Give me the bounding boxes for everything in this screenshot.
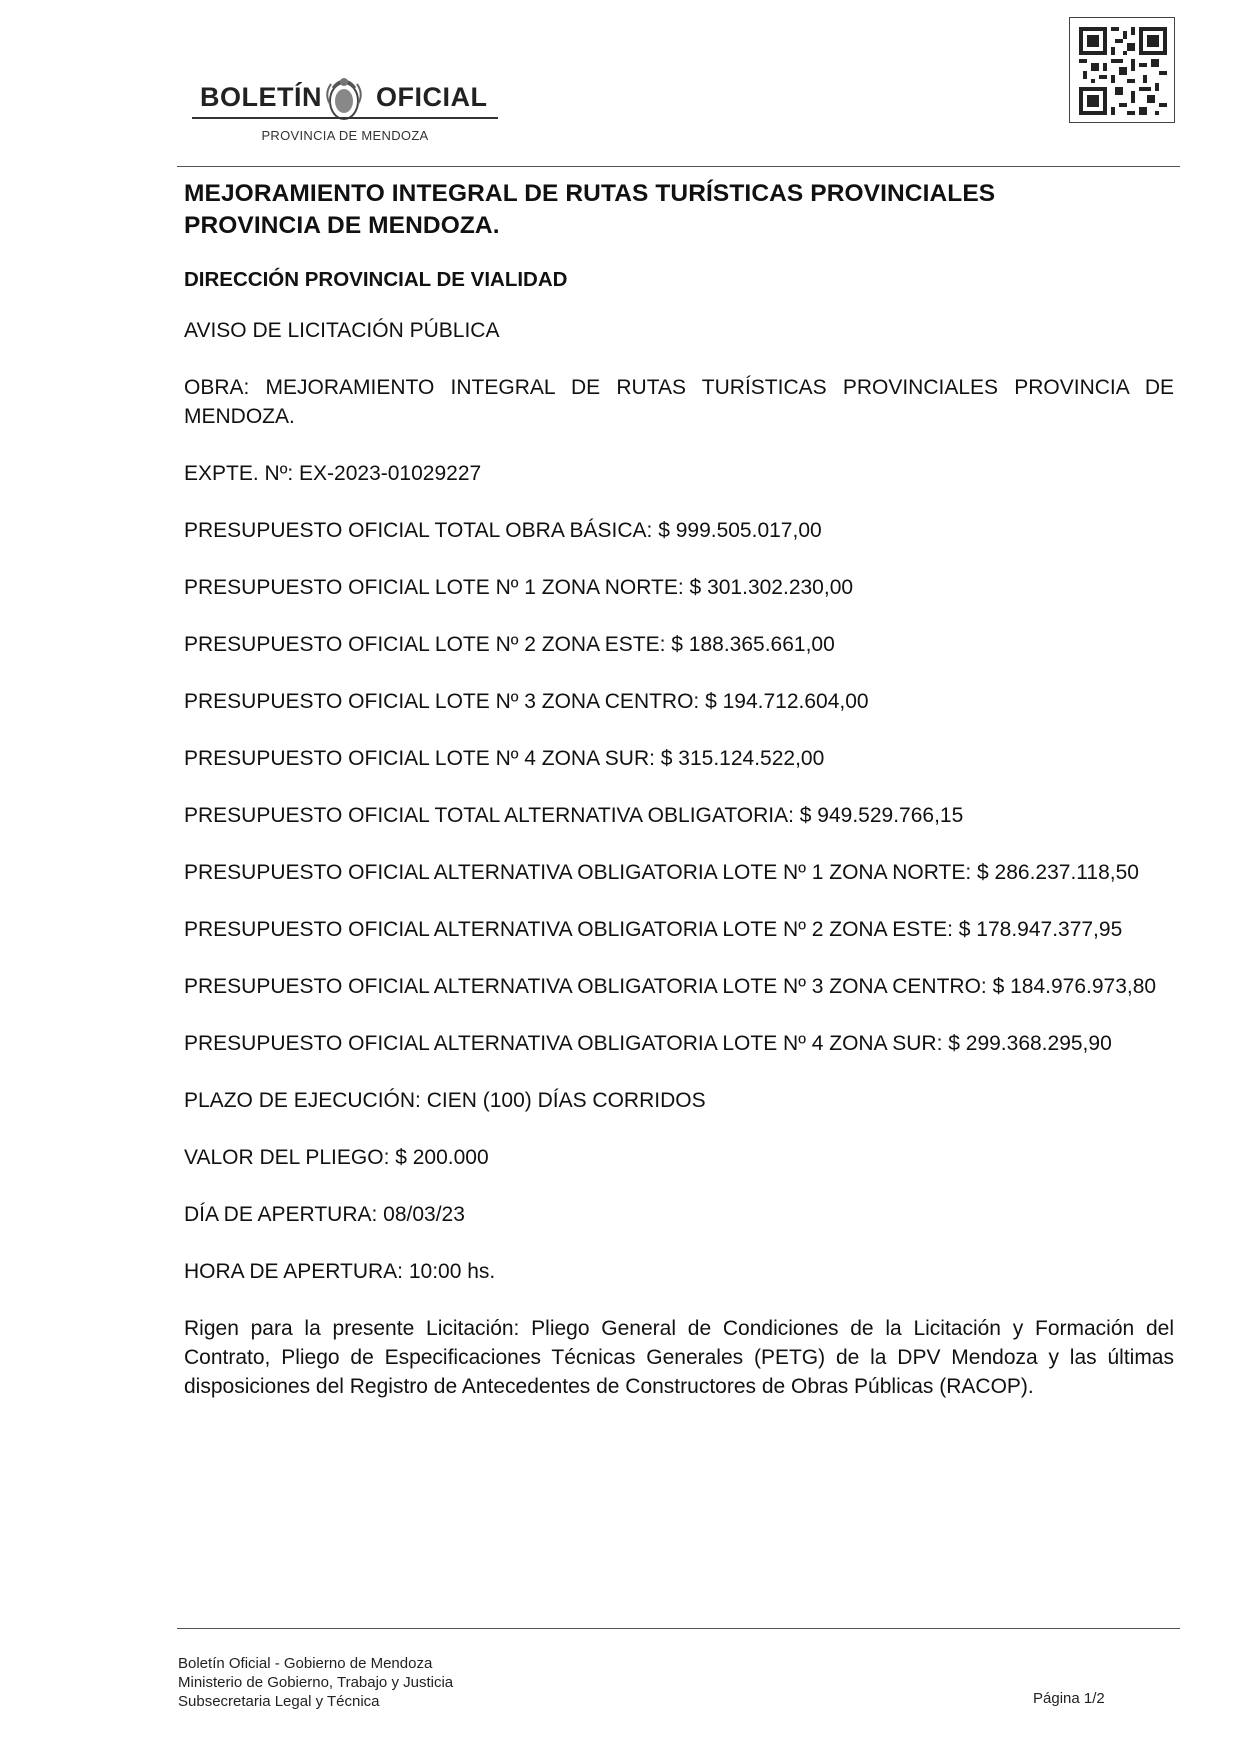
budget-total-alternative: PRESUPUESTO OFICIAL TOTAL ALTERNATIVA OBLIGATORIA: $ 949.529.766,15 xyxy=(184,804,964,827)
header-divider xyxy=(177,166,1180,167)
opening-date: DÍA DE APERTURA: 08/03/23 xyxy=(184,1203,465,1226)
governing-rules: Rigen para la presente Licitación: Pliego General de Condiciones de la Licitación y Formación del Contrato, Pliego de Especificaciones Técnicas Generales (PETG) de la DPV Mendoza y las últimas disposiciones del Registro de Antecedentes de Constructores de Obras Públicas (RACOP). xyxy=(184,1317,1174,1398)
footer-info xyxy=(178,1654,453,1711)
footer-line-2: Ministerio de Gobierno, Trabajo y Justicia xyxy=(178,1674,454,1691)
page-number: Página 1/2 xyxy=(1033,1690,1105,1707)
document-body xyxy=(184,178,1174,1401)
execution-term: PLAZO DE EJECUCIÓN: CIEN (100) DÍAS CORRIDOS xyxy=(184,1089,706,1112)
document-title-line-1: MEJORAMIENTO INTEGRAL DE RUTAS TURÍSTICAS PROVINCIALES xyxy=(184,180,996,207)
notice-type: AVISO DE LICITACIÓN PÚBLICA xyxy=(184,319,500,342)
document-title xyxy=(184,178,1174,242)
logo-word-oficial: OFICIAL xyxy=(376,82,488,112)
budget-lot-2: PRESUPUESTO OFICIAL LOTE Nº 2 ZONA ESTE: $ 188.365.661,00 xyxy=(184,633,835,656)
footer-line-1: Boletín Oficial - Gobierno de Mendoza xyxy=(178,1655,433,1672)
logo-underline xyxy=(192,117,498,119)
budget-lot-4: PRESUPUESTO OFICIAL LOTE Nº 4 ZONA SUR: $ 315.124.522,00 xyxy=(184,747,825,770)
boletin-oficial-logo xyxy=(192,74,502,148)
document-title-line-2: PROVINCIA DE MENDOZA. xyxy=(184,212,500,239)
budget-alternative-lot-3: PRESUPUESTO OFICIAL ALTERNATIVA OBLIGATORIA LOTE Nº 3 ZONA CENTRO: $ 184.976.973,80 xyxy=(184,975,1157,998)
opening-time: HORA DE APERTURA: 10:00 hs. xyxy=(184,1260,496,1283)
footer-line-3: Subsecretaria Legal y Técnica xyxy=(178,1693,380,1710)
work-description: OBRA: MEJORAMIENTO INTEGRAL DE RUTAS TURÍSTICAS PROVINCIALES PROVINCIA DE MENDOZA. xyxy=(184,376,1174,428)
tender-price: VALOR DEL PLIEGO: $ 200.000 xyxy=(184,1146,489,1169)
footer-divider xyxy=(177,1628,1180,1629)
budget-alternative-lot-1: PRESUPUESTO OFICIAL ALTERNATIVA OBLIGATORIA LOTE Nº 1 ZONA NORTE: $ 286.237.118,50 xyxy=(184,861,1139,884)
file-number: EXPTE. Nº: EX-2023-01029227 xyxy=(184,462,482,485)
budget-lot-3: PRESUPUESTO OFICIAL LOTE Nº 3 ZONA CENTRO: $ 194.712.604,00 xyxy=(184,690,869,713)
qr-code-icon xyxy=(1069,17,1175,123)
organization-heading: DIRECCIÓN PROVINCIAL DE VIALIDAD xyxy=(184,268,568,291)
budget-alternative-lot-2: PRESUPUESTO OFICIAL ALTERNATIVA OBLIGATORIA LOTE Nº 2 ZONA ESTE: $ 178.947.377,95 xyxy=(184,918,1123,941)
logo-subtitle: PROVINCIA DE MENDOZA xyxy=(261,128,429,143)
budget-total-basic: PRESUPUESTO OFICIAL TOTAL OBRA BÁSICA: $ 999.505.017,00 xyxy=(184,519,822,542)
budget-lot-1: PRESUPUESTO OFICIAL LOTE Nº 1 ZONA NORTE: $ 301.302.230,00 xyxy=(184,576,854,599)
budget-alternative-lot-4: PRESUPUESTO OFICIAL ALTERNATIVA OBLIGATORIA LOTE Nº 4 ZONA SUR: $ 299.368.295,90 xyxy=(184,1032,1112,1055)
logo-word-boletin: BOLETÍN xyxy=(200,82,322,112)
